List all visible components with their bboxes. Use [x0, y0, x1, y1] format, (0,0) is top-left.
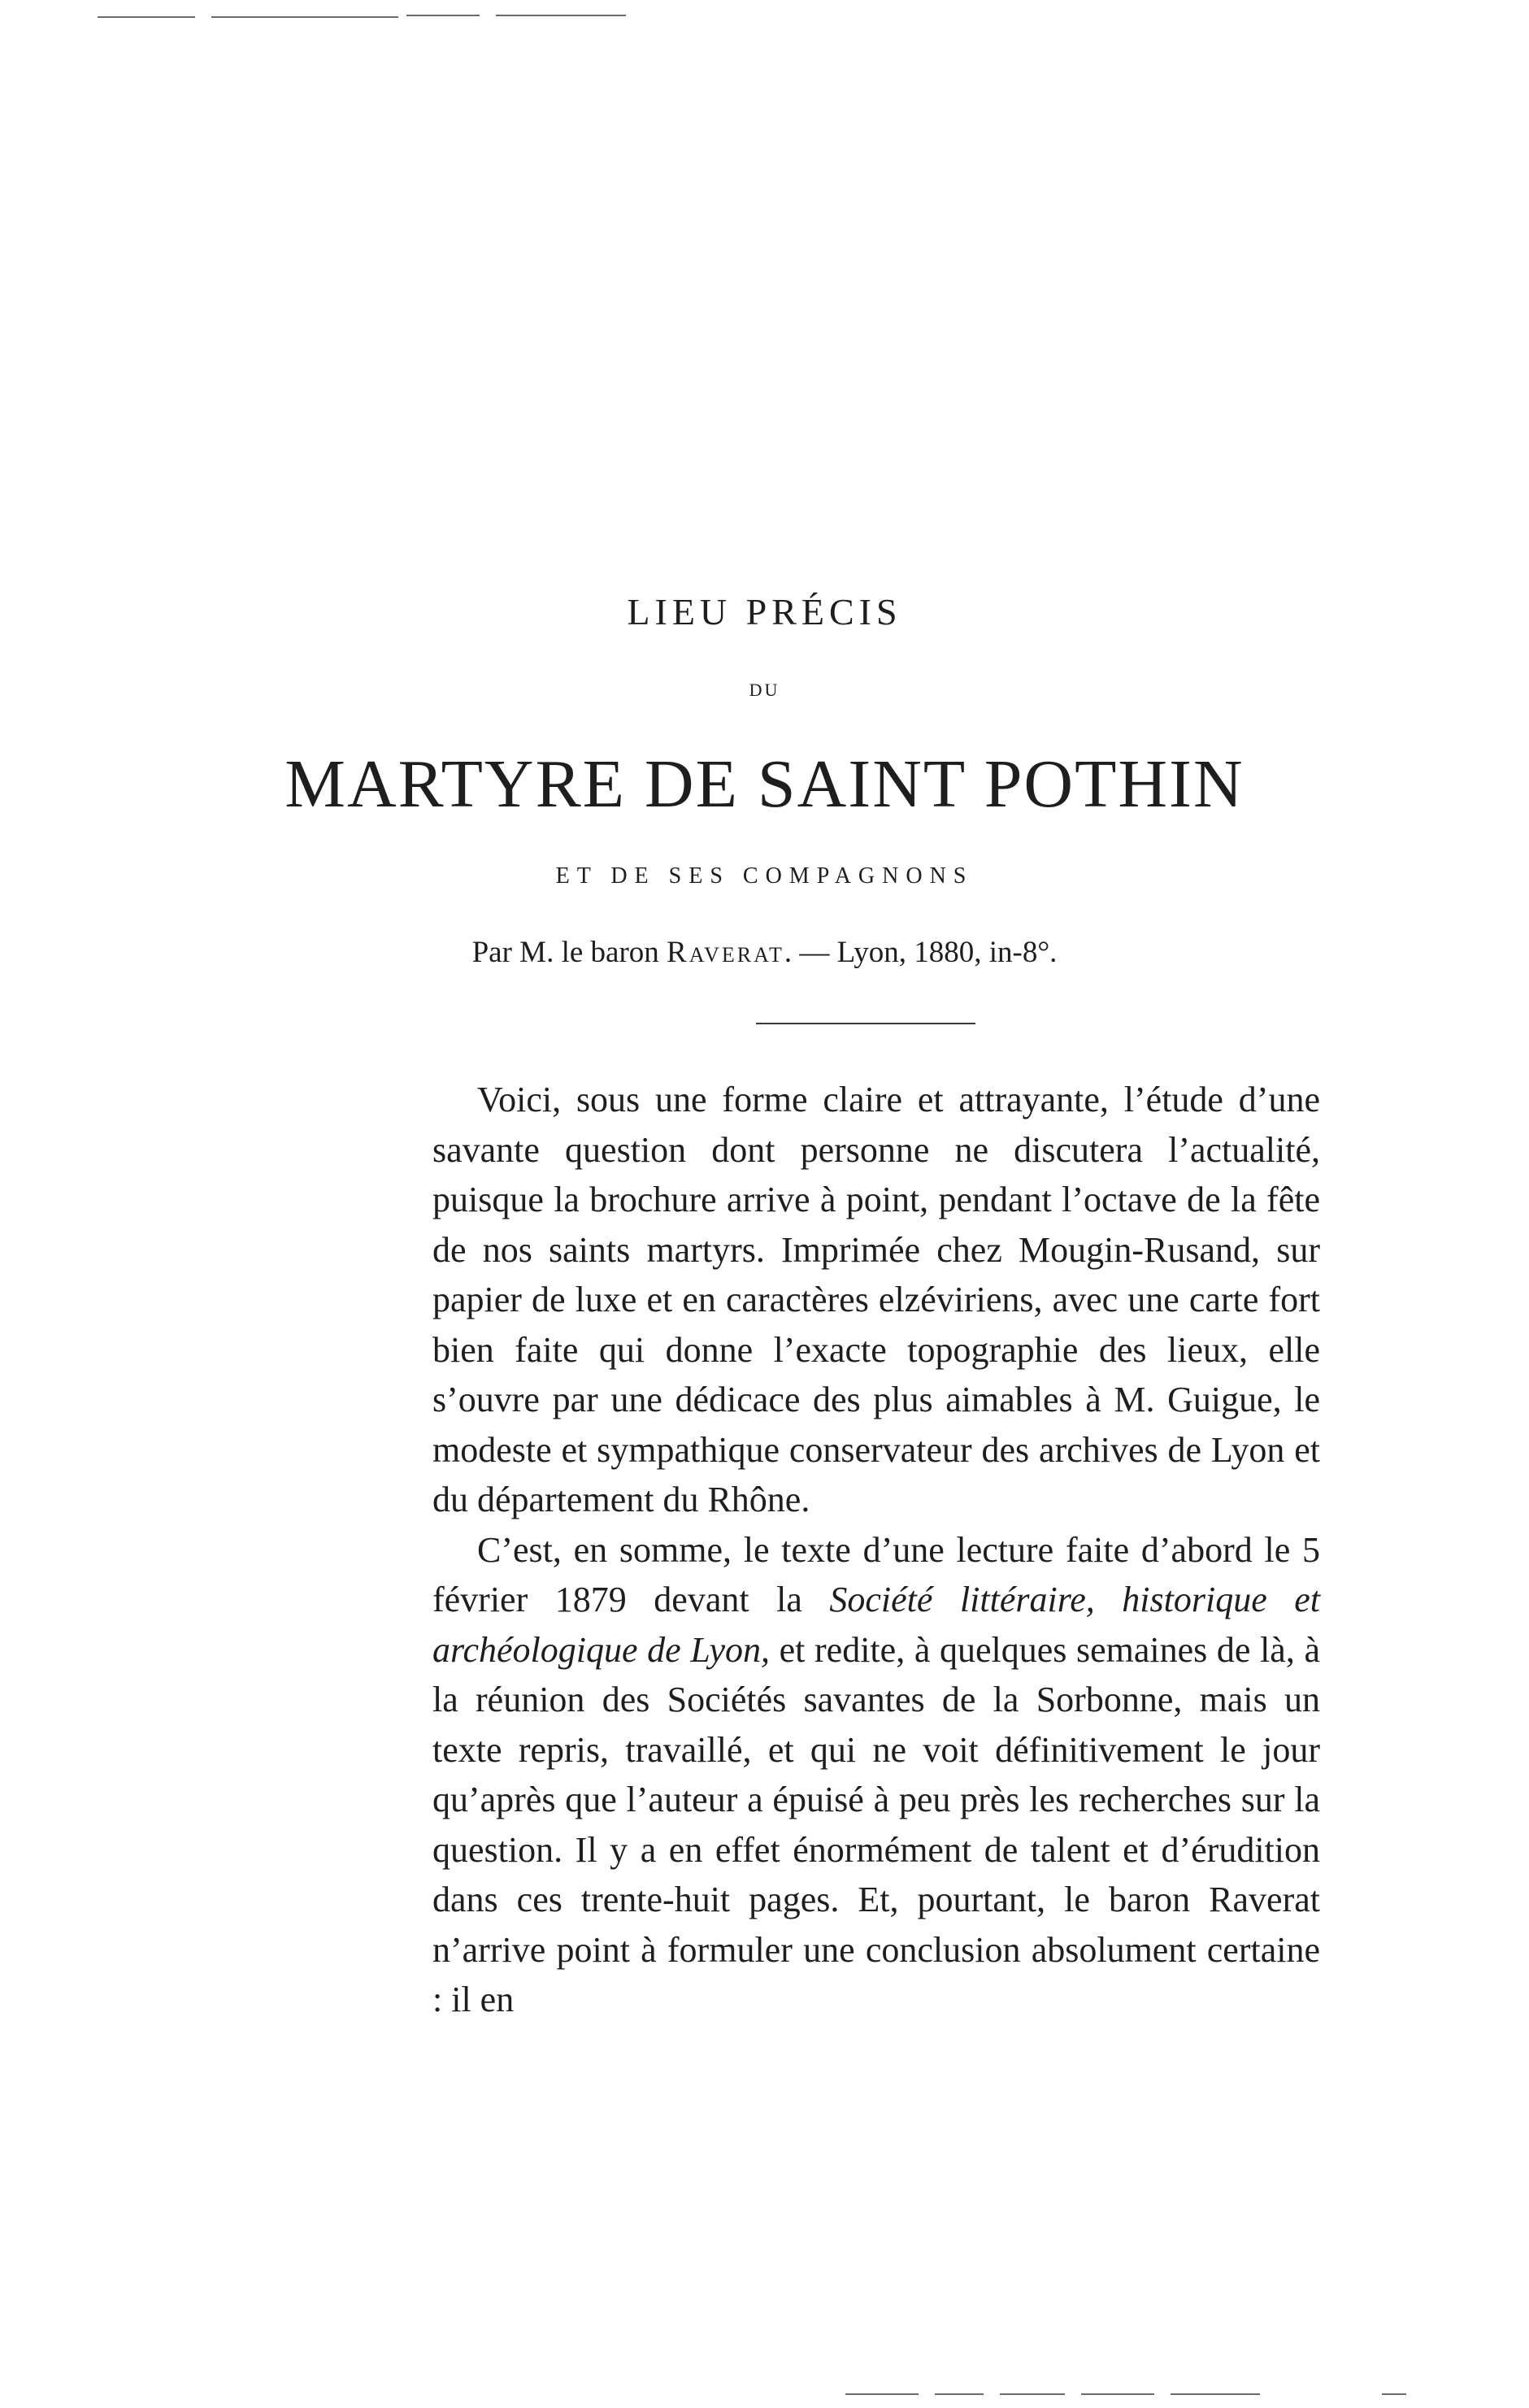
bottom-scan-rule — [1000, 2393, 1065, 2395]
bottom-scan-rule — [845, 2393, 919, 2395]
top-scan-rule — [211, 16, 398, 18]
top-scan-rule — [98, 16, 195, 18]
paragraph-2-text-cont: et redite, à quelques semaines de là, à la réunion des Sociétés savantes de la Sorbonne, mais un texte repris, travaillé, et qui ne voit définitivement le jour qu’après que l’auteur a épuisé à peu près les recherches sur la question. Il y a en effet énormément de talent et d’érudition dans ces trente-huit pages. Et, pourtant, le baron Raverat n’arrive point à formuler une conclusion absolument certaine : il en — [432, 1629, 1320, 2019]
heading-du: DU — [749, 680, 780, 700]
page-title: MARTYRE DE SAINT POTHIN — [285, 746, 1244, 822]
bottom-scan-rule — [1081, 2393, 1154, 2395]
byline-prefix: Par M. le baron — [471, 936, 667, 969]
article-body — [432, 1075, 1320, 2025]
top-scan-rule — [496, 15, 626, 16]
byline-author: Raverat — [667, 936, 784, 969]
bottom-scan-rule — [1382, 2393, 1406, 2395]
top-scan-rule — [406, 15, 480, 16]
byline — [0, 935, 1529, 970]
byline-suffix: . — Lyon, 1880, in-8°. — [784, 936, 1058, 969]
bottom-scan-rule — [1171, 2393, 1260, 2395]
society-name: Société littéraire, historique et archéologique de Lyon, — [432, 1580, 1320, 1670]
paragraph-2 — [432, 1525, 1320, 2025]
bottom-scan-rule — [935, 2393, 984, 2395]
heading-subtitle: ET DE SES COMPAGNONS — [555, 863, 974, 889]
paragraph-1: Voici, sous une forme claire et attrayante, l’étude d’une savante question dont personne ne discutera l’actualité, puisque la brochure arrive à point, pendant l’octave de la fête de nos saints martyrs. Imprimée chez Mougin-Rusand, sur papier de luxe et en caractères elzéviriens, avec une carte fort bien faite qui donne l’exacte topographie des lieux, elle s’ouvre par une dédicace des plus aimables à M. Guigue, le modeste et sympathique conservateur des archives de Lyon et du département du Rhône. — [432, 1080, 1320, 1519]
section-divider — [756, 1023, 975, 1024]
paragraph-2-text: C’est, en somme, le texte d’une lecture faite d’abord le 5 février 1879 devant la — [432, 1529, 1320, 1619]
heading-lieu-precis: LIEU PRÉCIS — [627, 591, 902, 632]
